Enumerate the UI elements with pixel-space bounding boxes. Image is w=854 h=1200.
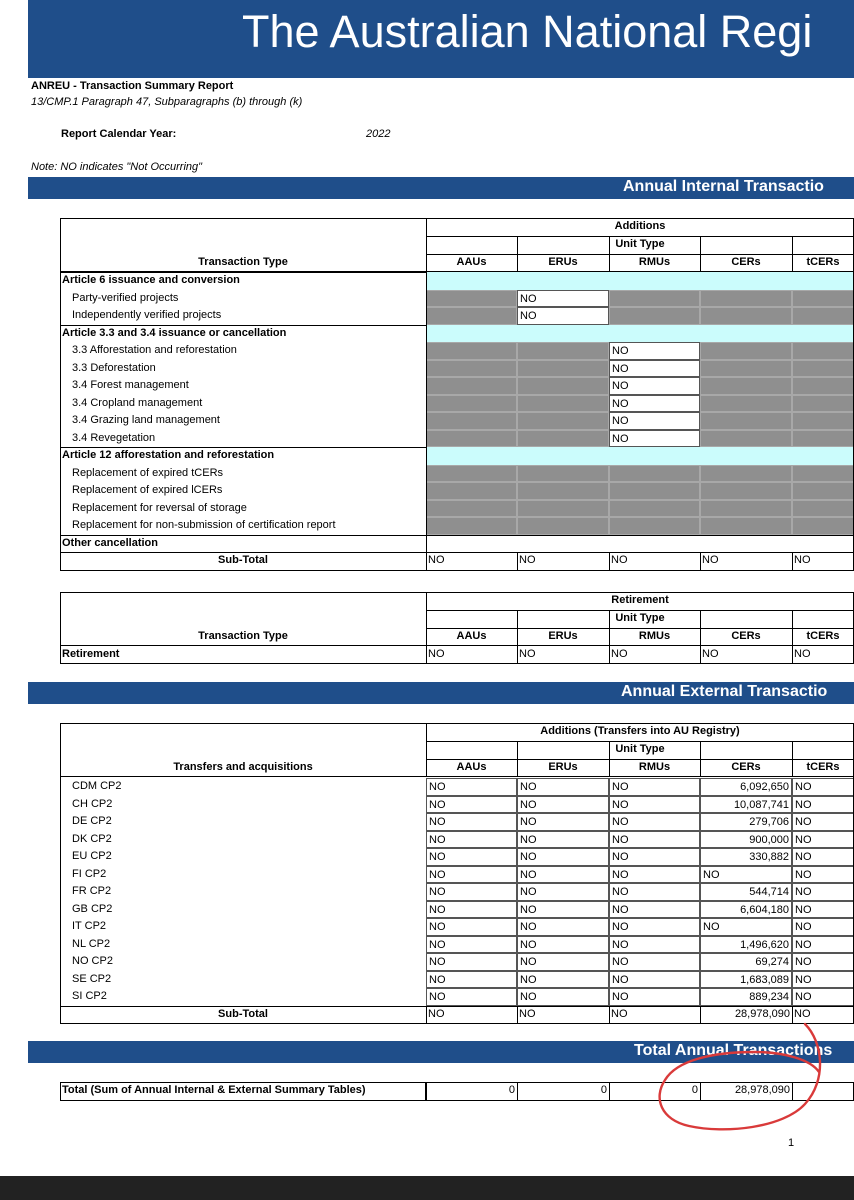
transfer-cell: NO: [426, 778, 517, 796]
internal-table-frame: [60, 218, 854, 571]
transfer-row-label: DK CP2: [72, 832, 112, 845]
year-value: 2022: [366, 128, 391, 140]
internal-group-header: Additions: [614, 220, 666, 232]
transfer-cell: NO: [426, 831, 517, 849]
table-row-label: 3.4 Revegetation: [72, 431, 156, 444]
transfer-cell: NO: [792, 988, 854, 1006]
transfer-cell: NO: [426, 883, 517, 901]
value-cell: NO: [517, 307, 609, 325]
page-number: 1: [788, 1137, 795, 1149]
transfer-row-label: NL CP2: [72, 937, 111, 950]
external-col-tcers: tCERs: [806, 761, 840, 773]
internal-col-cers: CERs: [731, 256, 761, 268]
retirement-row-label: Retirement: [62, 648, 120, 660]
total-cell: 0: [600, 1084, 607, 1096]
total-cell: 28,978,090: [734, 1084, 790, 1096]
transfer-cell: 1,496,620: [700, 936, 792, 954]
transfer-cell: NO: [609, 901, 700, 919]
subtotal-cell: NO: [794, 554, 811, 566]
transfer-cell: NO: [792, 901, 854, 919]
transfer-cell: 889,234: [700, 988, 792, 1006]
total-band-title: Total Annual Transactions: [634, 1042, 833, 1059]
subtotal-cell: NO: [611, 554, 628, 566]
transfer-cell: NO: [609, 866, 700, 884]
year-label: Report Calendar Year:: [61, 128, 177, 140]
table-row-label: 3.4 Cropland management: [72, 396, 203, 409]
transfer-cell: NO: [792, 778, 854, 796]
total-row-label: Total (Sum of Annual Internal & External Summary Tables): [62, 1084, 366, 1096]
internal-col-erus: ERUs: [548, 256, 578, 268]
retirement-cell: NO: [794, 648, 811, 660]
external-col-rmus: RMUs: [638, 761, 671, 773]
external-subtotal-cell: NO: [794, 1007, 811, 1020]
title-banner: [28, 0, 854, 78]
transfer-cell: 900,000: [700, 831, 792, 849]
table-row-label: 3.4 Forest management: [72, 379, 189, 391]
transfer-cell: 544,714: [700, 883, 792, 901]
internal-band-title: Annual Internal Transactio: [623, 178, 824, 195]
value-cell: NO: [609, 430, 700, 448]
transfer-row-label: EU CP2: [72, 850, 112, 862]
retirement-col-aaus: AAUs: [456, 630, 487, 642]
transfer-cell: NO: [792, 936, 854, 954]
external-col-cers: CERs: [731, 761, 761, 773]
section-header-row-label: Article 12 afforestation and reforestation: [62, 449, 275, 461]
retirement-cell: NO: [519, 648, 536, 660]
viewer-footer-bar: [0, 1176, 854, 1200]
transfer-cell: NO: [700, 918, 792, 936]
value-cell: NO: [609, 342, 700, 360]
transfer-cell: NO: [792, 918, 854, 936]
transfer-cell: NO: [426, 848, 517, 866]
transfer-cell: NO: [792, 796, 854, 814]
external-band-title: Annual External Transactio: [621, 683, 828, 700]
transfer-cell: NO: [609, 813, 700, 831]
table-row-label: 3.3 Deforestation: [72, 361, 156, 374]
retirement-type-header: Transaction Type: [198, 630, 288, 642]
total-label-frame: [60, 1082, 426, 1101]
annotation-stroke: [660, 1024, 820, 1129]
transfer-cell: NO: [792, 848, 854, 866]
transfer-cell: NO: [792, 813, 854, 831]
transfer-cell: NO: [609, 796, 700, 814]
value-cell: NO: [609, 412, 700, 430]
table-row-label: Replacement for reversal of storage: [72, 501, 247, 514]
transfer-row-label: FI CP2: [72, 867, 107, 880]
transfer-cell: 10,087,741: [700, 796, 792, 814]
internal-col-aaus: AAUs: [456, 256, 487, 268]
retirement-cell: NO: [702, 648, 719, 660]
transfer-cell: NO: [517, 866, 609, 884]
retirement-col-erus: ERUs: [548, 630, 578, 642]
transfer-cell: 6,604,180: [700, 901, 792, 919]
retirement-cell: NO: [428, 648, 445, 660]
transfer-cell: NO: [609, 831, 700, 849]
transfer-cell: NO: [426, 988, 517, 1006]
external-group-header: Additions (Transfers into AU Registry): [540, 725, 740, 737]
external-band: [28, 682, 854, 704]
transfer-cell: NO: [426, 918, 517, 936]
external-unit-type: Unit Type: [615, 743, 665, 755]
retirement-col-rmus: RMUs: [638, 630, 671, 642]
internal-col-tcers: tCERs: [806, 256, 840, 268]
external-subtotal-row-label: Sub-Total: [218, 1007, 268, 1020]
transfer-row-label: DE CP2: [72, 815, 112, 827]
external-subtotal-cell: NO: [519, 1007, 536, 1020]
total-cell: 0: [508, 1084, 515, 1096]
banner-title: The Australian National Regi: [242, 6, 813, 57]
value-cell: NO: [517, 290, 609, 308]
transfer-cell: NO: [609, 918, 700, 936]
transfer-cell: NO: [426, 936, 517, 954]
section-header-row-label: Article 6 issuance and conversion: [62, 274, 240, 286]
value-cell: NO: [609, 395, 700, 413]
transfer-cell: NO: [426, 813, 517, 831]
table-row-label: Replacement for non-submission of certification report: [72, 519, 336, 531]
transfer-cell: NO: [792, 953, 854, 971]
transfer-cell: NO: [609, 953, 700, 971]
retirement-unit-type: Unit Type: [615, 612, 665, 624]
external-subtotal-cell: 28,978,090: [734, 1007, 790, 1020]
retirement-col-tcers: tCERs: [806, 630, 840, 642]
transfer-cell: NO: [517, 848, 609, 866]
transfer-cell: NO: [426, 796, 517, 814]
transfer-row-label: NO CP2: [72, 955, 113, 967]
transfer-cell: NO: [517, 796, 609, 814]
internal-type-header: Transaction Type: [198, 256, 288, 268]
transfer-cell: NO: [517, 918, 609, 936]
transfer-cell: NO: [426, 866, 517, 884]
external-col-aaus: AAUs: [456, 761, 487, 773]
external-subtotal-cell: NO: [428, 1007, 445, 1020]
transfer-cell: NO: [792, 971, 854, 989]
transfer-row-label: SE CP2: [72, 972, 112, 985]
transfer-cell: NO: [792, 831, 854, 849]
value-cell: NO: [609, 360, 700, 378]
label-divider: [426, 218, 427, 570]
transfer-cell: NO: [426, 971, 517, 989]
transfer-cell: 1,683,089: [700, 971, 792, 989]
transfer-cell: NO: [609, 936, 700, 954]
transfer-cell: NO: [517, 971, 609, 989]
total-cell: 0: [691, 1084, 698, 1096]
subtotal-cell: NO: [702, 554, 719, 566]
report-subtitle: 13/CMP.1 Paragraph 47, Subparagraphs (b) through (k): [31, 96, 303, 108]
transfer-row-label: CDM CP2: [72, 780, 122, 792]
retirement-cell: NO: [611, 648, 628, 660]
transfer-cell: NO: [609, 848, 700, 866]
subtotal-row-label: Sub-Total: [218, 554, 268, 566]
transfer-cell: 330,882: [700, 848, 792, 866]
transfer-cell: 69,274: [700, 953, 792, 971]
subtotal-cell: NO: [428, 554, 445, 566]
transfer-cell: NO: [609, 778, 700, 796]
table-row-label: Replacement of expired tCERs: [72, 466, 224, 479]
transfer-cell: 6,092,650: [700, 778, 792, 796]
subtotal-cell: NO: [519, 554, 536, 566]
retirement-table-frame: [60, 592, 854, 664]
transfer-row-label: IT CP2: [72, 920, 107, 932]
retirement-col-cers: CERs: [731, 630, 761, 642]
transfer-cell: NO: [792, 866, 854, 884]
transfer-cell: NO: [517, 936, 609, 954]
transfer-cell: NO: [517, 813, 609, 831]
transfer-cell: NO: [517, 778, 609, 796]
transfer-cell: 279,706: [700, 813, 792, 831]
external-type-header: Transfers and acquisitions: [173, 761, 313, 773]
value-cell: NO: [609, 377, 700, 395]
external-table-frame: [60, 723, 854, 1024]
transfer-row-label: SI CP2: [72, 990, 107, 1002]
transfer-row-label: FR CP2: [72, 885, 112, 897]
transfer-cell: NO: [517, 883, 609, 901]
transfer-cell: NO: [517, 901, 609, 919]
table-row-label: Independently verified projects: [72, 309, 222, 321]
transfer-row-label: CH CP2: [72, 797, 113, 810]
internal-unit-type: Unit Type: [615, 238, 665, 250]
transfer-cell: NO: [517, 831, 609, 849]
internal-band: [28, 177, 854, 199]
table-row-label: 3.3 Afforestation and reforestation: [72, 344, 237, 356]
transfer-cell: NO: [426, 901, 517, 919]
external-subtotal-cell: NO: [611, 1007, 628, 1020]
report-title: ANREU - Transaction Summary Report: [31, 80, 234, 92]
transfer-cell: NO: [609, 883, 700, 901]
transfer-cell: NO: [700, 866, 792, 884]
internal-col-rmus: RMUs: [638, 256, 671, 268]
external-col-erus: ERUs: [548, 761, 578, 773]
transfer-cell: NO: [426, 953, 517, 971]
table-row-label: Replacement of expired lCERs: [72, 484, 223, 496]
retirement-group-header: Retirement: [611, 594, 669, 606]
table-row-label: Party-verified projects: [72, 291, 179, 304]
transfer-cell: NO: [517, 953, 609, 971]
annotation-circle-drawing: [655, 1020, 825, 1140]
transfer-cell: NO: [517, 988, 609, 1006]
transfer-cell: NO: [609, 988, 700, 1006]
transfer-cell: NO: [792, 883, 854, 901]
table-row-label: 3.4 Grazing land management: [72, 414, 220, 426]
transfer-cell: NO: [609, 971, 700, 989]
section-header-row-label: Article 3.3 and 3.4 issuance or cancellation: [62, 326, 287, 339]
transfer-row-label: GB CP2: [72, 902, 113, 915]
other-cancellation-row-label: Other cancellation: [62, 536, 158, 549]
note-text: Note: NO indicates "Not Occurring": [31, 161, 203, 173]
